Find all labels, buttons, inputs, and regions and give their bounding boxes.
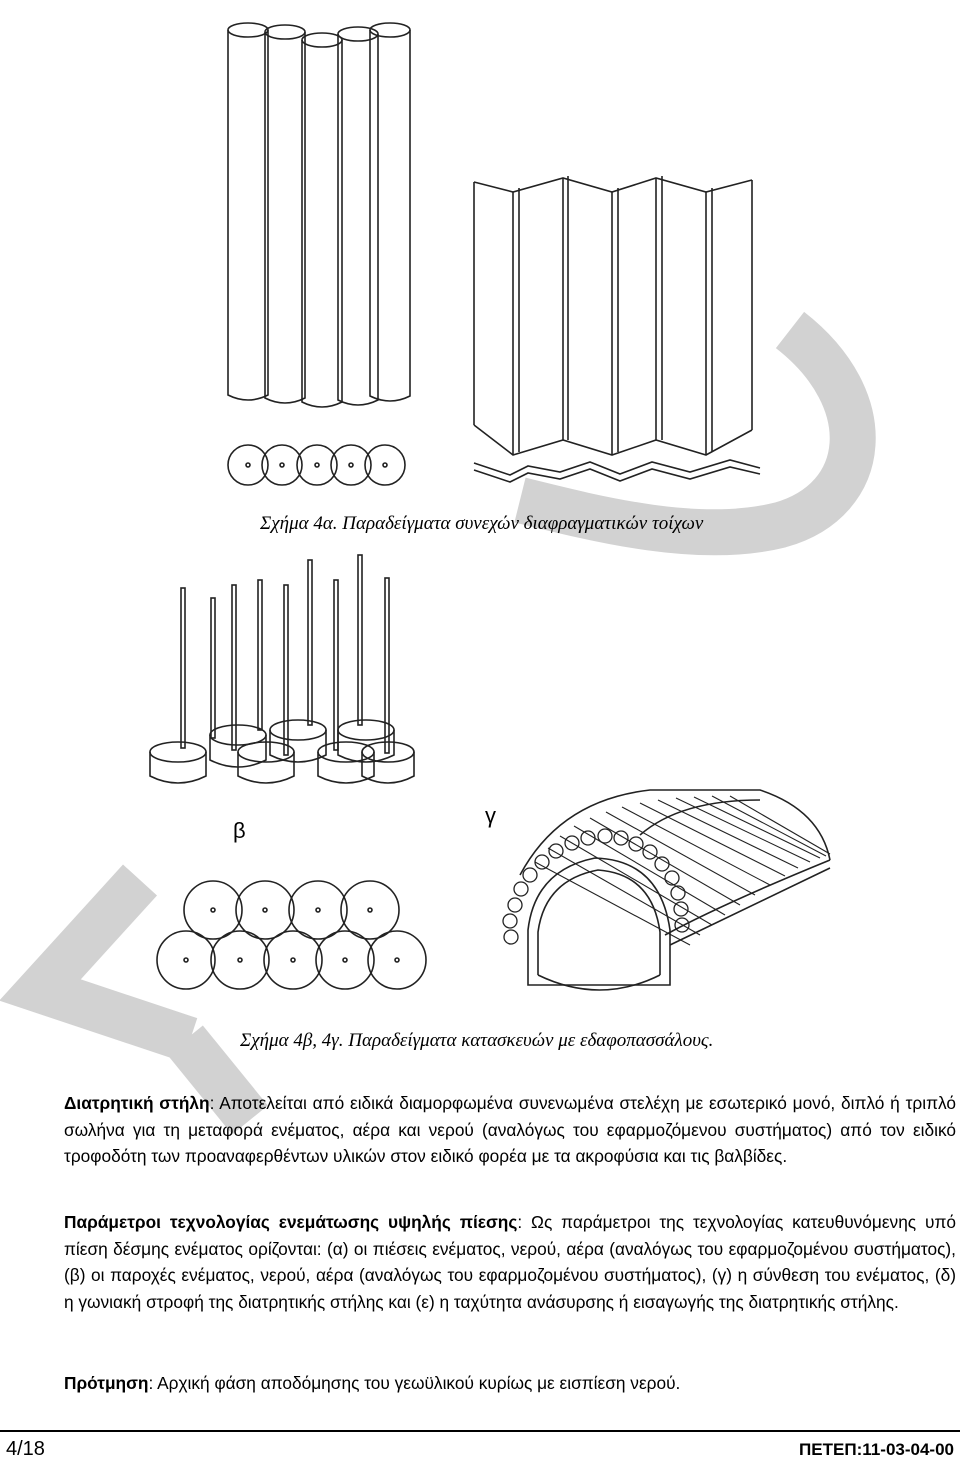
footer-divider bbox=[0, 1430, 960, 1432]
figure-4a-caption: Σχήμα 4α. Παραδείγματα συνεχών διαφραγματικών τοίχων bbox=[260, 513, 704, 534]
paragraph-text: Αρχική φάση αποδόμησης του γεωϋλικού κυρίως με εισπίεση νερού. bbox=[157, 1373, 681, 1393]
bored-piles-plan bbox=[157, 881, 426, 989]
page-number: 4/18 bbox=[6, 1438, 45, 1460]
figure-4b-4g-caption: Σχήμα 4β, 4γ. Παραδείγματα κατασκευών με εδαφοπασσάλους. bbox=[240, 1030, 714, 1051]
document-code: ΠΕΤΕΠ:11-03-04-00 bbox=[799, 1440, 954, 1459]
figure-4g-label: γ bbox=[485, 803, 496, 828]
bored-piles bbox=[150, 555, 414, 783]
paragraph-jet-grouting-parameters: Παράμετροι τεχνολογίας ενεμάτωσης υψηλής πίεσης: Ως παράμετροι της τεχνολογίας κατευθυνόμενης υπό πίεση δέσμης ενέματος ορίζονται: (α) οι πιέσεις ενέματος, νερού, αέρα (αναλόγως του εφαρμοζομένου συστήματος), (β) οι παροχές ενέματος, νερού, αέρα (αναλόγως του εφαρμοζομένου συστήματος), (γ) η σύνθεση του ενέματος, (δ) η γωνιακή στροφή της διατρητικής στήλης και (ε) η ταχύτητα ανάσυρσης ή εισαγωγής της διατρητικής στήλης. bbox=[64, 1212, 957, 1312]
secant-pile-plan bbox=[228, 445, 405, 485]
paragraph-text: Αποτελείται από ειδικά διαμορφωμένα συνενωμένα στελέχη με εσωτερικό μονό, διπλό ή τριπλό σωλήνα για τη μεταφορά ενέματος, αέρα και νερού (αναλόγως του εφαρμοζόμενου συστήματος) από τον ειδικό τροφοδότη των προαναφερθέντων υλικών στον ειδικό φορέα με τα ακροφύσια και τις βαλβίδες. bbox=[64, 1093, 956, 1167]
paragraph-text: Ως παράμετροι της τεχνολογίας κατευθυνόμενης υπό πίεση δέσμης ενέματος ορίζονται: (α) οι πιέσεις ενέματος, νερού, αέρα (αναλόγως του εφαρμοζομένου συστήματος), (β) οι παροχές ενέματος, νερού, αέρα (αναλόγως του εφαρμοζομένου συστήματος), (γ) η σύνθεση του ενέματος, (δ) η γωνιακή στροφή της διατρητικής στήλης και (ε) η ταχύτητα ανάσυρσης ή εισαγωγής της διατρητικής στήλης. bbox=[64, 1212, 957, 1312]
tunnel-umbrella bbox=[503, 790, 830, 990]
term-jet-grouting-parameters: Παράμετροι τεχνολογίας ενεμάτωσης υψηλής πίεσης bbox=[64, 1212, 518, 1232]
term-pre-cutting: Πρότμηση bbox=[64, 1373, 149, 1393]
folded-panel-wall bbox=[474, 176, 760, 482]
term-drilling-column: Διατρητική στήλη bbox=[64, 1093, 210, 1113]
secant-pile-columns bbox=[228, 23, 410, 407]
paragraph-pre-cutting: Πρότμηση: Αρχική φάση αποδόμησης του γεωϋλικού κυρίως με εισπίεση νερού. bbox=[64, 1373, 681, 1393]
figure-4b-label: β bbox=[233, 818, 246, 843]
paragraph-drilling-column: Διατρητική στήλη: Αποτελείται από ειδικά διαμορφωμένα συνενωμένα στελέχη με εσωτερικό μονό, διπλό ή τριπλό σωλήνα για τη μεταφορά ενέματος, αέρα και νερού (αναλόγως του εφαρμοζόμενου συστήματος) από τον ειδικό τροφοδότη των προαναφερθέντων υλικών στον ειδικό φορέα με τα ακροφύσια και τις βαλβίδες. bbox=[64, 1093, 956, 1167]
